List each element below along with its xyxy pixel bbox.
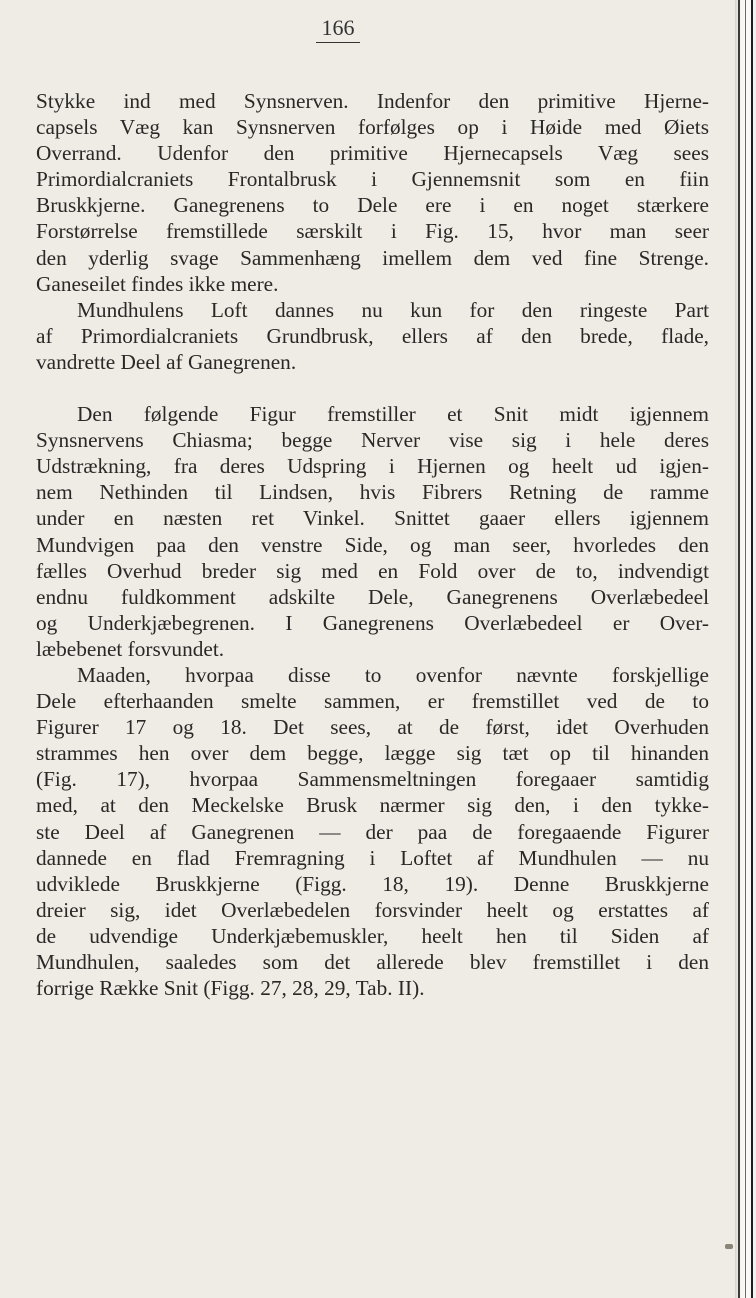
- text-line: Stykke ind med Synsnerven. Indenfor den primitive Hjerne-: [36, 89, 709, 113]
- text-line: og Underkjæbegrenen. I Ganegrenens Overlæbedeel er Over-: [36, 610, 709, 635]
- body-text: [36, 88, 709, 1001]
- text-line: Forstørrelse fremstillede særskilt i Fig. 15, hvor man seer: [36, 219, 709, 244]
- page-edge: [735, 0, 756, 1298]
- paragraph: [36, 88, 709, 297]
- text-line: Primordialcraniets Frontalbrusk i Gjennemsnit som en fiin: [36, 167, 709, 192]
- text-line: Overrand. Udenfor den primitive Hjernecapsels Væg sees: [36, 141, 709, 166]
- paragraph: [36, 401, 709, 662]
- ink-speck: [725, 1244, 733, 1249]
- text-line: fælles Overhud breder sig med en Fold over de to, indvendigt: [36, 558, 709, 583]
- text-line: dreier sig, idet Overlæbedelen forsvinder heelt og erstattes af: [36, 897, 709, 922]
- text-line: Synsnervens Chiasma; begge Nerver vise sig i hele deres: [36, 428, 709, 453]
- text-line: Mundhulen, saaledes som det allerede blev fremstillet i den: [36, 950, 709, 974]
- text-line: Mundhulens Loft dannes nu kun for den ringeste Part: [77, 297, 709, 322]
- text-line: dannede en flad Fremragning i Loftet af Mundhulen — nu: [36, 845, 709, 870]
- text-line: Den følgende Figur fremstiller et Snit midt igjennem: [77, 402, 709, 427]
- text-line: Bruskkjerne. Ganegrenens to Dele ere i en noget stærkere: [36, 193, 709, 218]
- paragraph-gap: [36, 375, 709, 401]
- edge-shadow-line: [751, 0, 753, 1298]
- paragraph: [36, 297, 709, 375]
- edge-shadow-line: [738, 0, 740, 1298]
- text-line: Dele efterhaanden smelte sammen, er fremstillet ved de to: [36, 689, 709, 714]
- text-line: Mundvigen paa den venstre Side, og man seer, hvorledes den: [36, 532, 709, 557]
- text-line: Udstrækning, fra deres Udspring i Hjernen og heelt ud igjen-: [36, 454, 709, 479]
- text-line: Ganeseilet findes ikke mere.: [36, 271, 279, 296]
- text-line: endnu fuldkomment adskilte Dele, Ganegrenens Overlæbedeel: [36, 584, 709, 609]
- text-line: strammes hen over dem begge, lægge sig tæt op til hinanden: [36, 741, 709, 766]
- text-line: af Primordialcraniets Grundbrusk, ellers af den brede, flade,: [36, 323, 709, 348]
- paragraph: [36, 662, 709, 1001]
- text-line: vandrette Deel af Ganegrenen.: [36, 349, 297, 374]
- text-line: under en næsten ret Vinkel. Snittet gaaer ellers igjennem: [36, 506, 709, 531]
- text-line: (Fig. 17), hvorpaa Sammensmeltningen foregaaer samtidig: [36, 767, 709, 792]
- text-line: Figurer 17 og 18. Det sees, at de først, idet Overhuden: [36, 715, 709, 740]
- text-line: nem Nethinden til Lindsen, hvis Fibrers Retning de ramme: [36, 480, 709, 505]
- text-line: læbebenet forsvundet.: [36, 636, 225, 661]
- text-line: ste Deel af Ganegrenen — der paa de foregaaende Figurer: [36, 819, 709, 844]
- text-line: den yderlig svage Sammenhæng imellem dem ved fine Strenge.: [36, 245, 709, 270]
- edge-shadow-line: [745, 0, 746, 1298]
- text-line: capsels Væg kan Synsnerven forfølges op i Høide med Øiets: [36, 115, 709, 140]
- text-line: forrige Række Snit (Figg. 27, 28, 29, Tab. II).: [36, 976, 425, 1001]
- page-number: 166: [316, 14, 360, 43]
- text-line: med, at den Meckelske Brusk nærmer sig den, i den tykke-: [36, 793, 709, 818]
- text-line: de udvendige Underkjæbemuskler, heelt hen til Siden af: [36, 923, 709, 948]
- text-line: udviklede Bruskkjerne (Figg. 18, 19). Denne Bruskkjerne: [36, 871, 709, 896]
- text-line: Maaden, hvorpaa disse to ovenfor nævnte forskjellige: [77, 662, 709, 687]
